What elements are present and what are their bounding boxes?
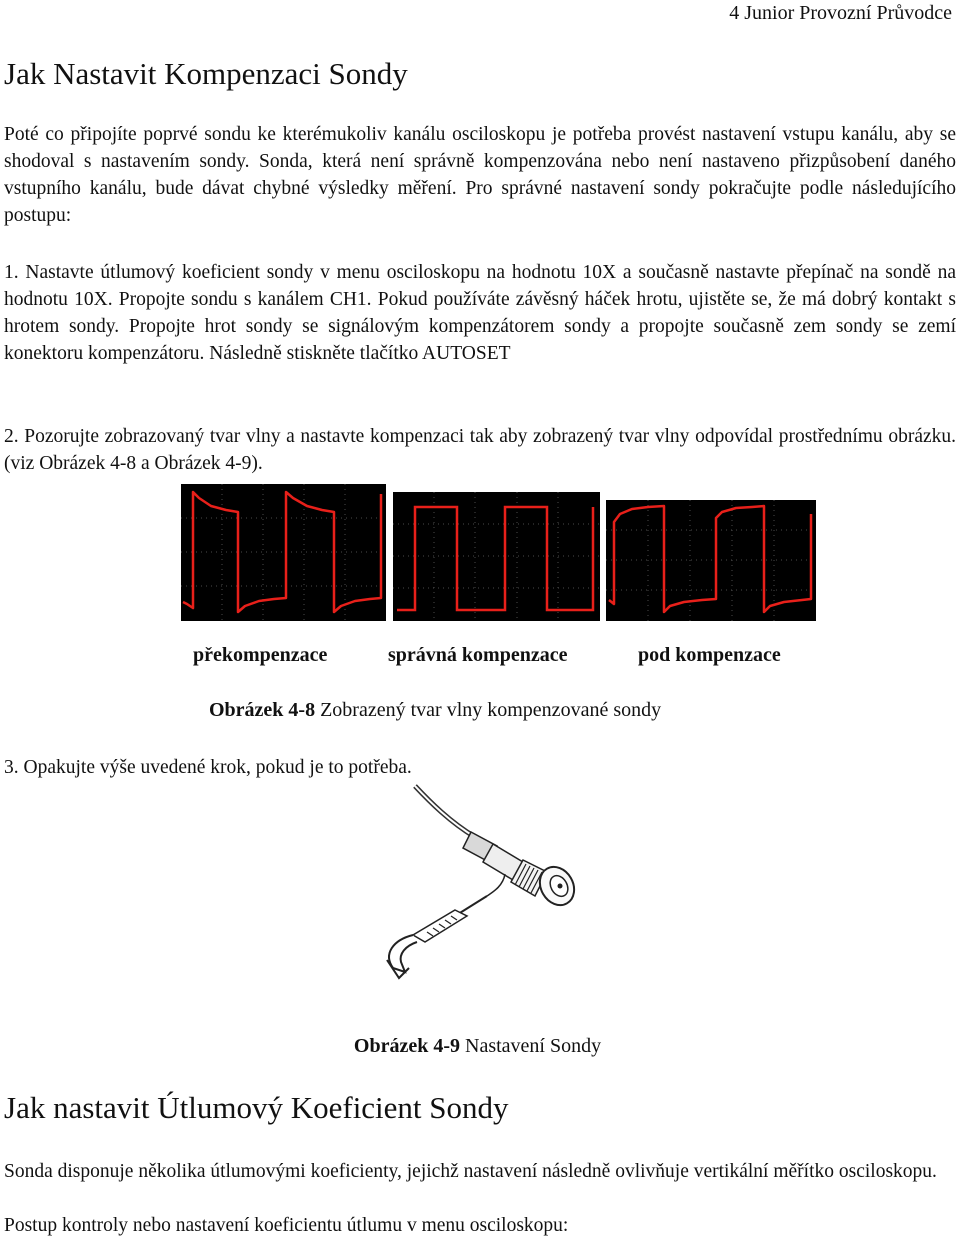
waveform-overcompensated — [181, 484, 386, 621]
section-title-attenuation: Jak nastavit Útlumový Koeficient Sondy — [4, 1090, 509, 1125]
step-1-paragraph: 1. Nastavte útlumový koeficient sondy v menu osciloskopu na hodnotu 10X a současně nastavte přepínač na sondě na hodnotu 10X. Propojte sondu s kanálem CH1. Pokud používáte závěsný háček hrotu, ujistěte se, že má dobrý kontakt s hrotem sondy. Propojte hrot sondy se signálovým kompenzátorem sondy a propojte současně zem sondy se zemí konektoru kompenzátoru. Následně stiskněte tlačítko AUTOSET — [4, 262, 956, 364]
figure-4-9-label: Obrázek 4-9 — [353, 1035, 460, 1057]
waveform-undercompensated — [606, 500, 816, 621]
figure-4-9-text: Nastavení Sondy — [465, 1035, 602, 1057]
attenuation-paragraph-1: Sonda disponuje několika útlumovými koeficienty, jejichž nastavení následně ovlivňuje vertikální měřítko osciloskopu. — [4, 1161, 937, 1182]
figure-4-8-caption — [209, 699, 661, 722]
probe-illustration — [375, 782, 590, 982]
attenuation-paragraph-2: Postup kontroly nebo nastavení koeficientu útlumu v menu osciloskopu: — [4, 1215, 569, 1236]
waveform-correct-compensation — [393, 492, 600, 621]
label-undercompensated: pod kompenzace — [638, 644, 781, 666]
step-2-paragraph: 2. Pozorujte zobrazovaný tvar vlny a nastavte kompenzaci tak aby zobrazený tvar vlny odpovídal prostřednímu obrázku. (viz Obrázek 4-8 a Obrázek 4-9). — [4, 426, 956, 474]
label-correct-compensation: správná kompenzace — [388, 644, 568, 666]
step-3-paragraph: 3. Opakujte výše uvedené krok, pokud je to potřeba. — [4, 757, 412, 778]
page-header: 4 Junior Provozní Průvodce — [729, 2, 952, 24]
intro-paragraph: Poté co připojíte poprvé sondu ke kterémukoliv kanálu osciloskopu je potřeba provést nastavení vstupu kanálu, aby se shodoval s nastavením sondy. Sonda, která není správně kompenzována nebo není nastaveno přizpůsobení daného vstupního kanálu, bude dávat chybné výsledky měření. Pro správné nastavení sondy pokračujte podle následujícího postupu: — [4, 124, 956, 226]
label-overcompensated: překompenzace — [193, 644, 328, 666]
section-title-probe-compensation: Jak Nastavit Kompenzaci Sondy — [4, 56, 408, 91]
figure-4-8-text: Zobrazený tvar vlny kompenzované sondy — [320, 699, 662, 721]
figure-4-8-label: Obrázek 4-8 — [209, 699, 316, 721]
figure-4-9-caption — [0, 1035, 955, 1058]
